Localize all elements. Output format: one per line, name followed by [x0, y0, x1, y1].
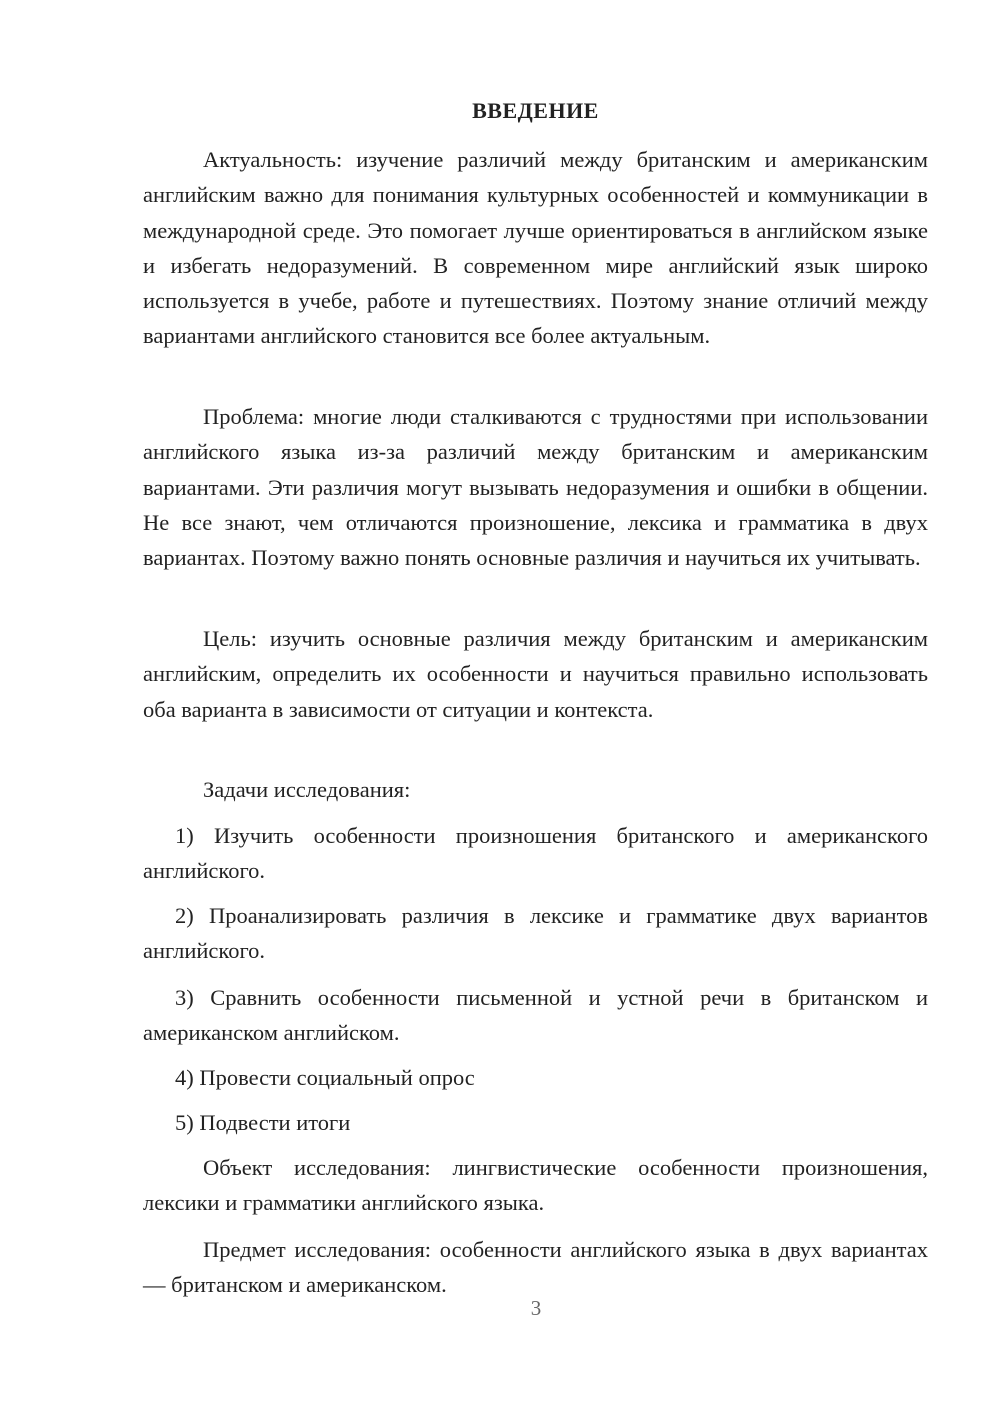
paragraph-problem: Проблема: многие люди сталкиваются с трудностями при использовании английского языка из-за различий между британским и американским вариантами. Эти различия могут вызывать недоразумения и ошибки в общении. Не все знают, чем отличаются произношение, лексика и грамматика в двух вариантах. Поэтому важно понять основные различия и научиться их учитывать. — [143, 404, 928, 571]
paragraph-object: Объект исследования: лингвистические особенности произношения, лексики и грамматики английского языка. — [143, 1155, 928, 1216]
task-item-1: 1) Изучить особенности произношения британского и американского английского. — [143, 823, 928, 884]
task-item-3: 3) Сравнить особенности письменной и устной речи в британском и американском английском. — [143, 985, 928, 1046]
tasks-heading: Задачи исследования: — [203, 777, 411, 802]
task-item-5: 5) Подвести итоги — [175, 1110, 351, 1135]
paragraph-relevance: Актуальность: изучение различий между британским и американским английским важно для понимания культурных особенностей и коммуникации в международной среде. Это помогает лучше ориентироваться в английском языке и избегать недоразумений. В современном мире английский язык широко используется в учебе, работе и путешествиях. Поэтому знание отличий между вариантами английского становится все более актуальным. — [143, 147, 928, 349]
section-title: ВВЕДЕНИЕ — [472, 98, 599, 123]
paragraph-subject: Предмет исследования: особенности английского языка в двух вариантах — британском и американском. — [143, 1237, 928, 1298]
task-item-2: 2) Проанализировать различия в лексике и грамматике двух вариантов английского. — [143, 903, 928, 964]
paragraph-goal: Цель: изучить основные различия между британским и американским английским, определить их особенности и научиться правильно использовать оба варианта в зависимости от ситуации и контекста. — [143, 626, 928, 722]
page-number: 3 — [530, 1296, 542, 1320]
task-item-4: 4) Провести социальный опрос — [175, 1065, 475, 1090]
